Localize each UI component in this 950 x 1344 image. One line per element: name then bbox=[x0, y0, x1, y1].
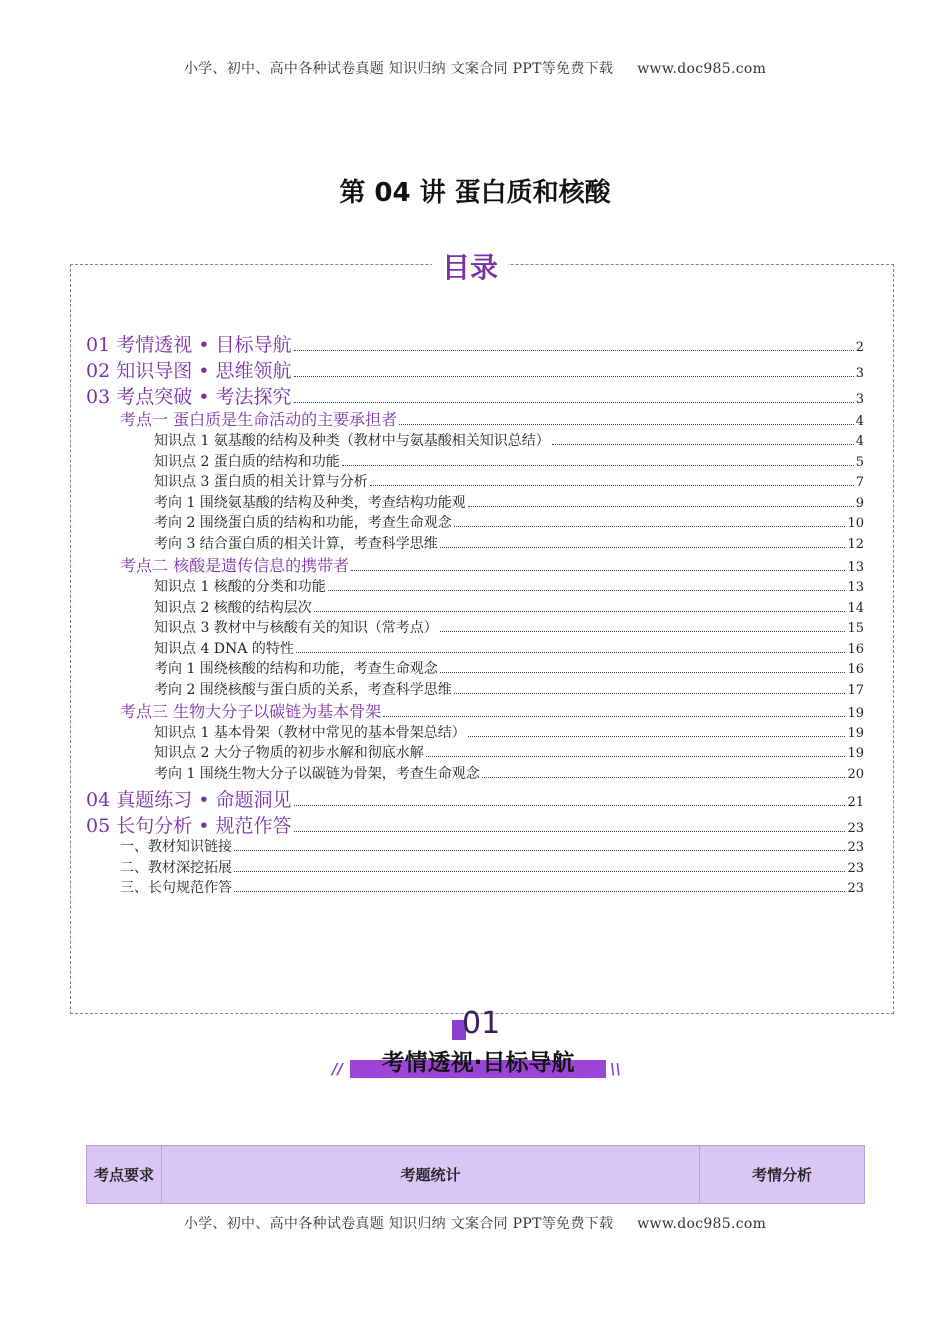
toc-item[interactable]: 考向 1 围绕核酸的结构和功能，考查生命观念 16 bbox=[154, 661, 864, 677]
toc-item[interactable]: 考向 2 围绕蛋白质的结构和功能，考查生命观念 10 bbox=[154, 515, 864, 531]
document-title: 第 04 讲 蛋白质和核酸 bbox=[339, 178, 611, 208]
table-header-statistics: 考题统计 bbox=[162, 1146, 700, 1204]
page-header bbox=[0, 58, 950, 78]
toc-item[interactable]: 考点二 核酸是遗传信息的携带者 13 bbox=[120, 556, 864, 575]
toc-item[interactable]: 三、长句规范作答 23 bbox=[120, 880, 864, 896]
toc-item[interactable]: 考向 3 结合蛋白质的相关计算，考查科学思维 12 bbox=[154, 536, 864, 552]
toc-item[interactable]: 考点三 生物大分子以碳链为基本骨架 19 bbox=[120, 702, 864, 721]
toc-item[interactable]: 知识点 4 DNA 的特性 16 bbox=[154, 641, 864, 657]
header-url[interactable]: www.doc985.com bbox=[637, 61, 767, 77]
toc-item[interactable]: 知识点 1 核酸的分类和功能 13 bbox=[154, 579, 864, 595]
header-text: 小学、初中、高中各种试卷真题 知识归纳 文案合同 PPT等免费下载 bbox=[183, 61, 614, 77]
slash-decoration-right: \\ bbox=[610, 1060, 621, 1078]
table-header-analysis: 考情分析 bbox=[700, 1146, 865, 1204]
toc-item[interactable]: 知识点 3 蛋白质的相关计算与分析 7 bbox=[154, 474, 864, 490]
toc-item[interactable]: 知识点 2 蛋白质的结构和功能 5 bbox=[154, 454, 864, 470]
toc-item[interactable]: 05 长句分析 • 规范作答 23 bbox=[86, 815, 864, 837]
toc-item[interactable]: 02 知识导图 • 思维领航 3 bbox=[86, 360, 864, 382]
toc-item[interactable]: 一、教材知识链接 23 bbox=[120, 839, 864, 855]
footer-url[interactable]: www.doc985.com bbox=[637, 1216, 767, 1232]
toc-item[interactable]: 04 真题练习 • 命题洞见 21 bbox=[86, 789, 864, 811]
slash-decoration-left: // bbox=[332, 1060, 343, 1078]
toc-item[interactable]: 知识点 1 氨基酸的结构及种类（教材中与氨基酸相关知识总结） 4 bbox=[154, 433, 864, 449]
toc-item[interactable]: 03 考点突破 • 考法探究 3 bbox=[86, 386, 864, 408]
toc-heading: 目录 bbox=[432, 248, 508, 288]
toc-item[interactable]: 考点一 蛋白质是生命活动的主要承担者 4 bbox=[120, 410, 864, 429]
table-header-requirement: 考点要求 bbox=[87, 1146, 162, 1204]
toc-item[interactable]: 知识点 2 核酸的结构层次 14 bbox=[154, 600, 864, 616]
footer-text: 小学、初中、高中各种试卷真题 知识归纳 文案合同 PPT等免费下载 bbox=[183, 1216, 614, 1232]
toc-item[interactable]: 考向 1 围绕生物大分子以碳链为骨架，考查生命观念 20 bbox=[154, 766, 864, 782]
toc-item[interactable]: 01 考情透视 • 目标导航 2 bbox=[86, 334, 864, 356]
page-footer bbox=[0, 1213, 950, 1233]
toc-item[interactable]: 知识点 2 大分子物质的初步水解和彻底水解 19 bbox=[154, 745, 864, 761]
toc-item[interactable]: 知识点 1 基本骨架（教材中常见的基本骨架总结） 19 bbox=[154, 725, 864, 741]
section-heading: 考情透视·目标导航 bbox=[381, 1050, 575, 1076]
toc-item[interactable]: 考向 2 围绕核酸与蛋白质的关系，考查科学思维 17 bbox=[154, 682, 864, 698]
toc-item[interactable]: 二、教材深挖拓展 23 bbox=[120, 860, 864, 876]
toc-item[interactable]: 知识点 3 教材中与核酸有关的知识（常考点） 15 bbox=[154, 620, 864, 636]
toc-item[interactable]: 考向 1 围绕氨基酸的结构及种类，考查结构功能观 9 bbox=[154, 495, 864, 511]
exam-analysis-table bbox=[86, 1145, 865, 1204]
section-number: 01 bbox=[462, 1006, 501, 1041]
